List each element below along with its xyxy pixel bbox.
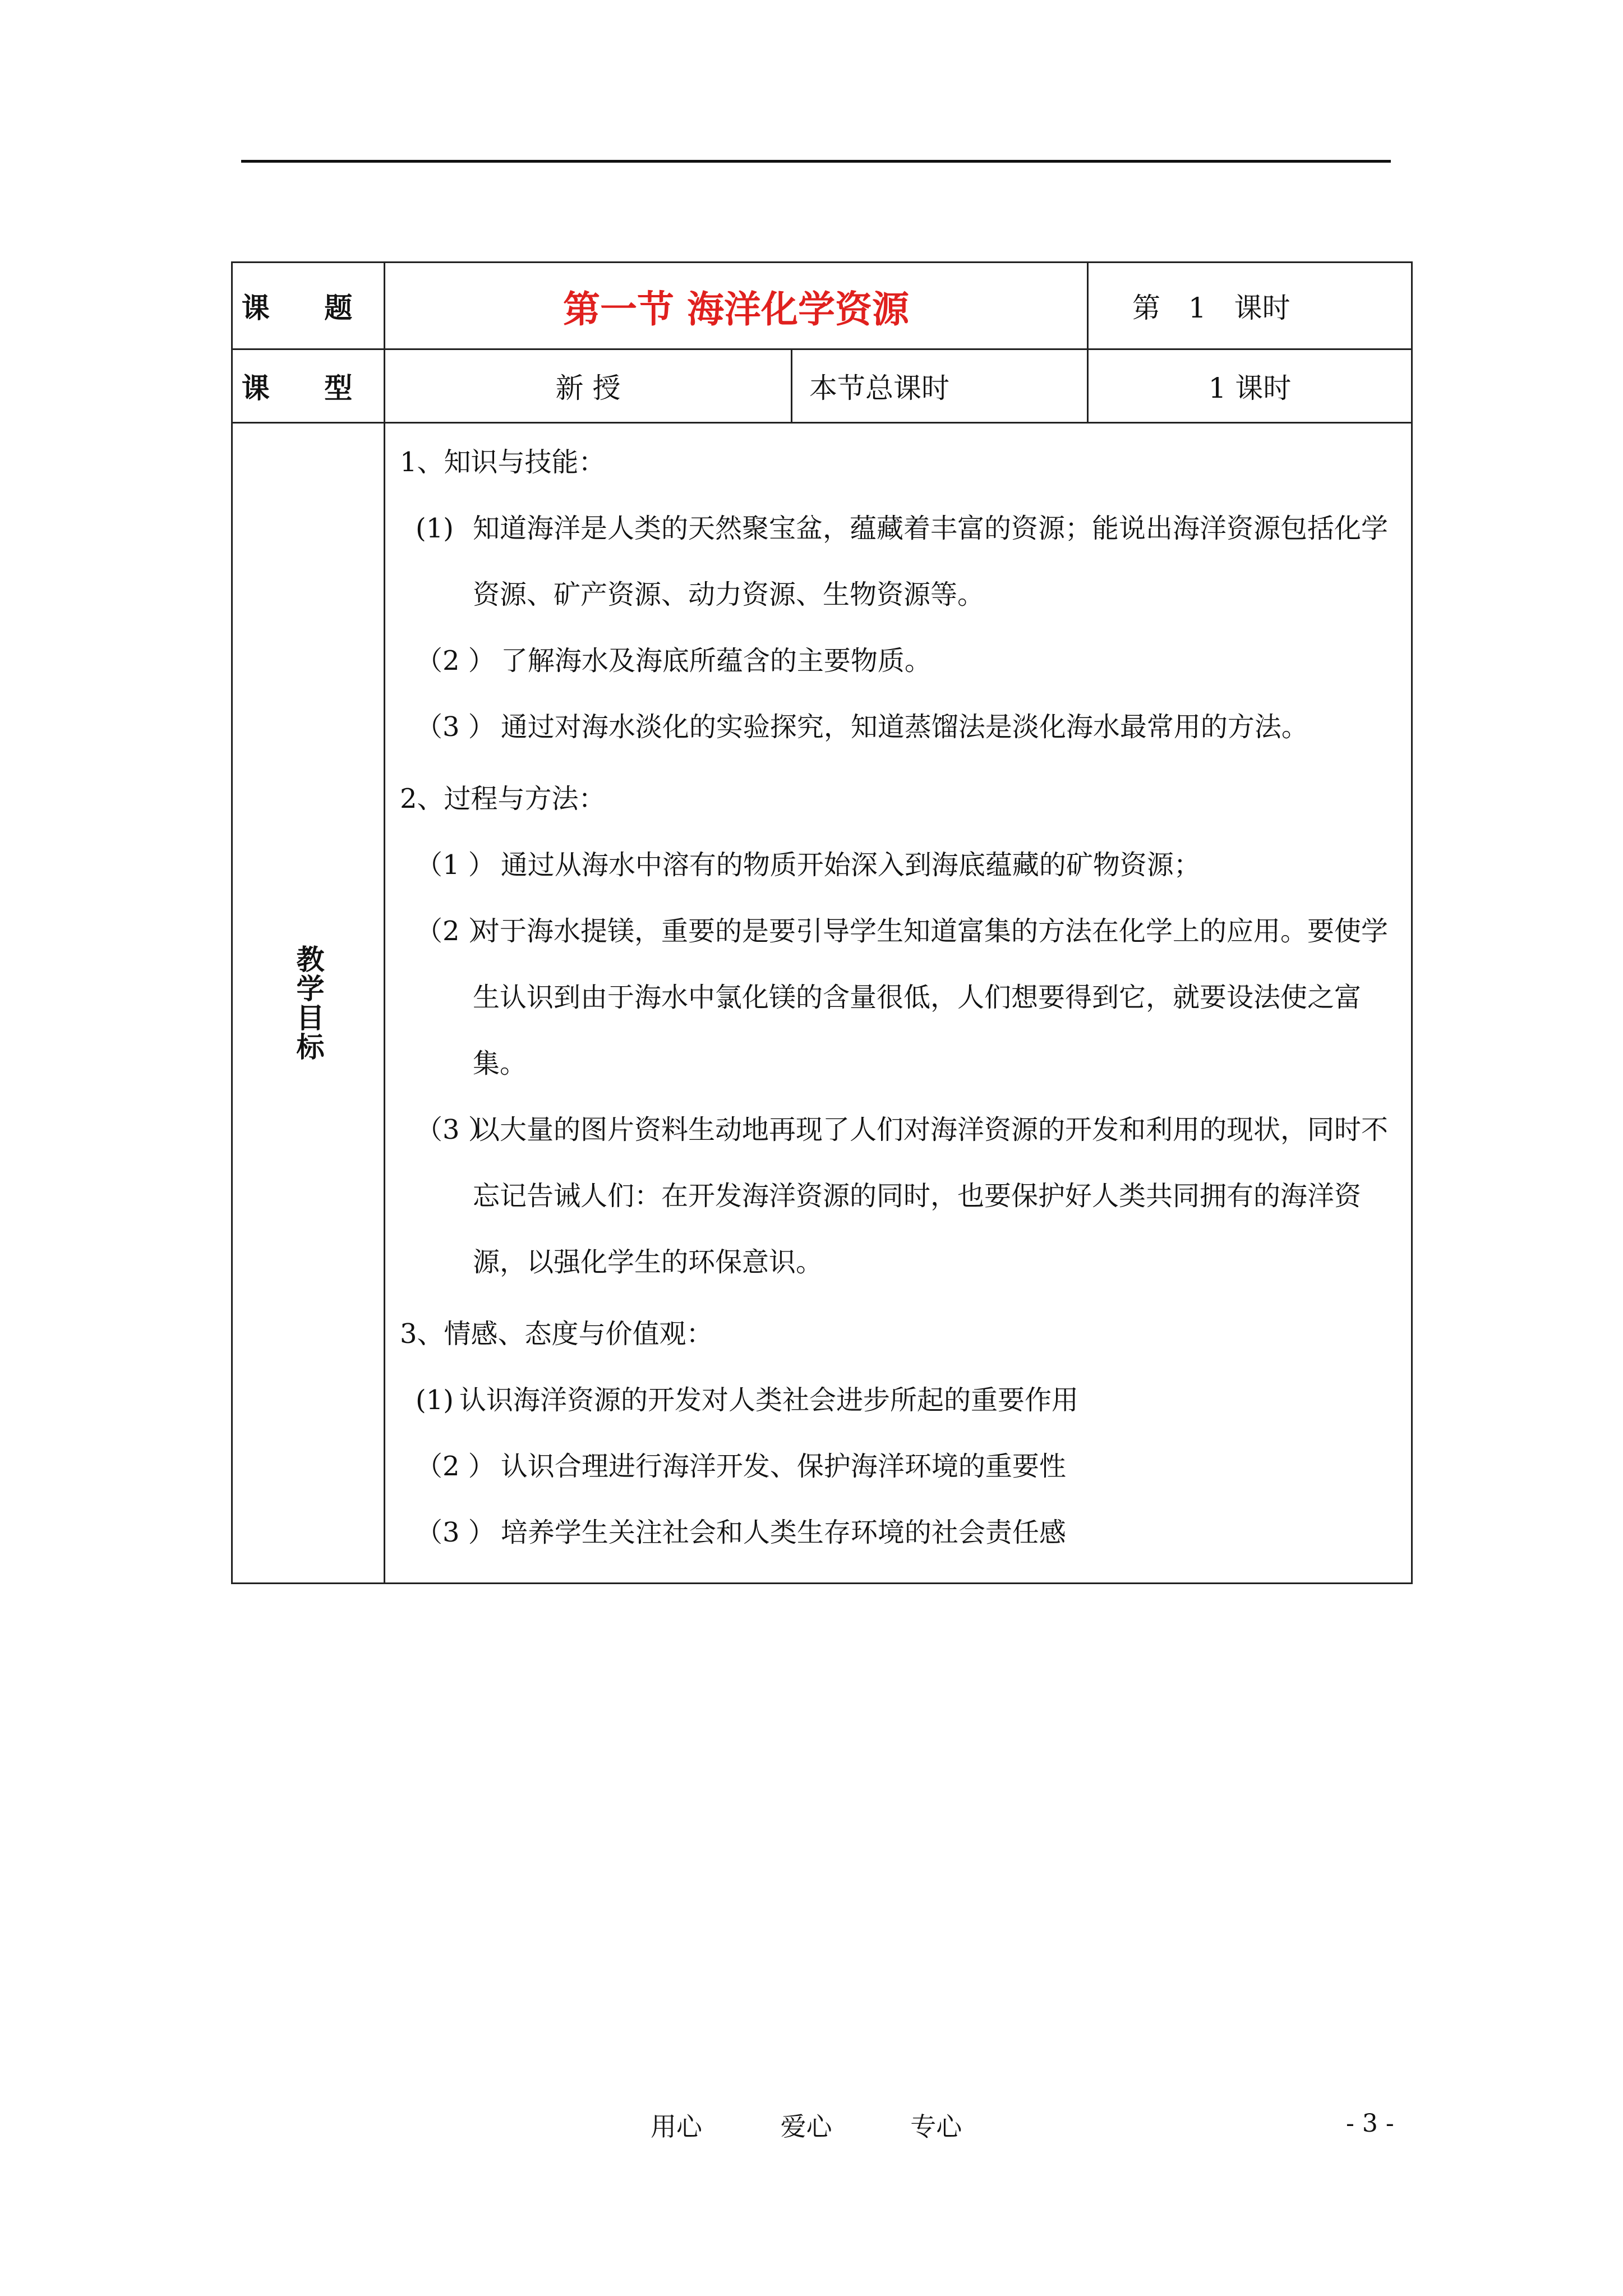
section-values: [400, 1301, 1400, 1566]
goal-item: [400, 832, 1400, 898]
total-hours-label: 本节总课时: [792, 349, 1088, 423]
item-text: 认识海洋资源的开发对人类社会进步所起的重要作用: [459, 1384, 1079, 1416]
item-number: （3 ）: [416, 1114, 495, 1145]
item-text: 通过从海水中溶有的物质开始深入到海底蕴藏的矿物资源；: [500, 849, 1201, 881]
goal-item: [400, 1433, 1400, 1499]
footer-motto: [651, 2106, 1032, 2143]
item-text: 知道海洋是人类的天然聚宝盆，蕴藏着丰富的资源；能说出海洋资源包括化学资源、矿产资源、动力资源、生物资源等。: [473, 513, 1389, 610]
section-title: 2、过程与方法：: [400, 783, 606, 815]
item-number: （3 ）: [416, 1517, 495, 1548]
goal-item: [400, 495, 1400, 628]
row-goals: [232, 423, 1412, 1584]
goals-label: 教学目标: [292, 945, 325, 1061]
header-rule: [241, 160, 1391, 163]
section-title: 3、情感、态度与价值观：: [400, 1318, 713, 1350]
lesson-plan-table: [231, 261, 1413, 1584]
section-process: [400, 766, 1400, 1295]
item-number: （2 ）: [416, 645, 495, 677]
topic-label: 课 题: [232, 263, 385, 349]
goals-content: [385, 423, 1412, 1584]
item-text: 培养学生关注社会和人类生存环境的社会责任感: [500, 1517, 1066, 1548]
period-number: 第 1 课时: [1088, 263, 1412, 349]
section-title: 1、知识与技能：: [400, 447, 606, 478]
item-number: （1 ）: [416, 849, 495, 881]
footer-word: 用心: [651, 2111, 702, 2142]
item-text: 了解海水及海底所蕴含的主要物质。: [500, 645, 932, 677]
goal-item: [400, 1097, 1400, 1295]
section-knowledge: [400, 429, 1400, 760]
lesson-title-cell: [385, 263, 1088, 349]
item-number: (1): [416, 513, 454, 544]
goal-item: [400, 898, 1400, 1097]
total-hours-value: 1 课时: [1088, 349, 1412, 423]
goal-item: [400, 1367, 1400, 1433]
page-number: - 3 -: [1346, 2109, 1394, 2138]
footer-word: 专心: [910, 2111, 962, 2142]
footer-word: 爱心: [780, 2111, 832, 2142]
goal-item: [400, 1499, 1400, 1566]
item-text: 认识合理进行海洋开发、保护海洋环境的重要性: [500, 1451, 1066, 1482]
item-text: 对于海水提镁，重要的是要引导学生知道富集的方法在化学上的应用。要使学生认识到由于海水中氯化镁的含量很低，人们想要得到它，就要设法使之富集。: [473, 915, 1389, 1079]
goal-item: [400, 628, 1400, 694]
item-text: 通过对海水淡化的实验探究，知道蒸馏法是淡化海水最常用的方法。: [500, 711, 1308, 743]
row-topic: [232, 263, 1412, 349]
type-value: 新 授: [385, 349, 792, 423]
goal-item: [400, 694, 1400, 760]
item-number: （2 ）: [416, 1451, 495, 1482]
row-type: [232, 349, 1412, 423]
lesson-title: 第一节 海洋化学资源: [563, 287, 909, 331]
item-text: 以大量的图片资料生动地再现了人们对海洋资源的开发和利用的现状，同时不忘记告诫人们：在开发海洋资源的同时，也要保护好人类共同拥有的海洋资源，以强化学生的环保意识。: [473, 1114, 1389, 1278]
item-number: （3 ）: [416, 711, 495, 743]
goals-label-cell: [232, 423, 385, 1584]
type-label: 课 型: [232, 349, 385, 423]
item-number: (1): [416, 1384, 454, 1416]
item-number: （2 ）: [416, 915, 495, 947]
